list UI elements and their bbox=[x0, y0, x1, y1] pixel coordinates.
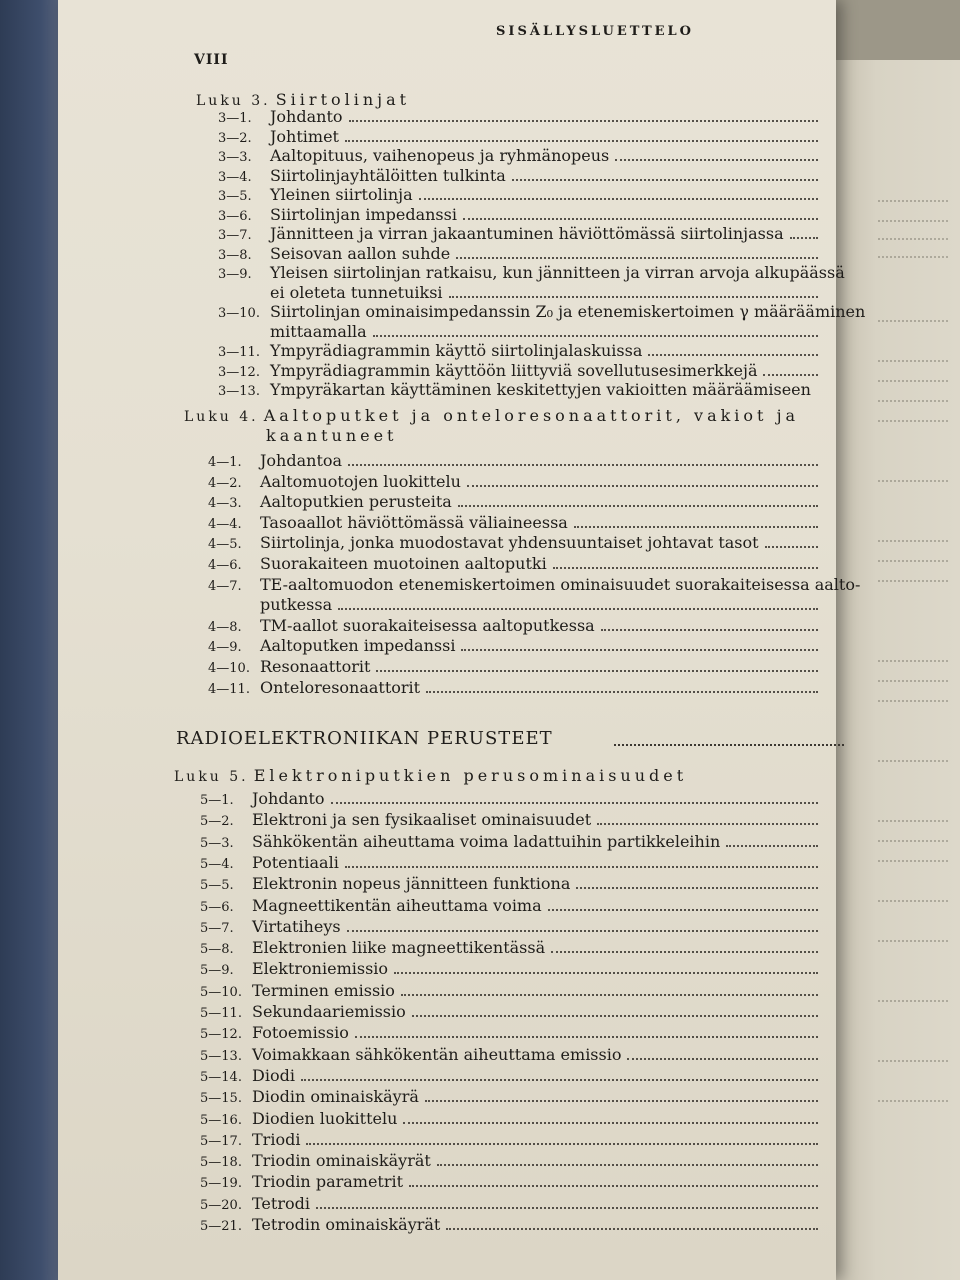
entry-title: Johtimet bbox=[270, 126, 339, 146]
entry-title: Yleinen siirtolinja bbox=[270, 185, 413, 204]
leader-dots bbox=[512, 179, 818, 183]
entry-title: Potentiaali bbox=[252, 852, 339, 872]
entry-number: 4—8. bbox=[208, 619, 242, 635]
entry-title: Tetrodi bbox=[252, 1193, 310, 1213]
entry-number: 3—8. bbox=[218, 247, 252, 263]
entry-title: Elektroniemissio bbox=[252, 959, 389, 979]
entry-number: 4—9. bbox=[208, 640, 242, 656]
entry-title: Terminen emissio bbox=[252, 980, 395, 1000]
entry-number: 5—13. bbox=[200, 1048, 242, 1064]
leader-dots bbox=[409, 1185, 818, 1189]
entry-number: 4—2. bbox=[208, 475, 242, 491]
entry-number: 5—20. bbox=[200, 1197, 242, 1213]
entry-number: 5—18. bbox=[200, 1155, 242, 1171]
leader-dots bbox=[376, 670, 818, 674]
entry-number: 5—3. bbox=[200, 835, 234, 851]
leader-dots bbox=[463, 218, 818, 222]
leader-dots bbox=[348, 464, 818, 468]
entry-title: Sähkökentän aiheuttama voima ladattuihin partikkeleihin bbox=[252, 831, 721, 851]
leader-dots bbox=[301, 1079, 818, 1083]
leader-dots bbox=[345, 140, 818, 144]
entry-number: 3—4. bbox=[218, 169, 252, 185]
entry-number: 3—6. bbox=[218, 208, 252, 224]
leader-dots bbox=[449, 296, 818, 300]
chapter-title: Elektroniputkien perusominaisuudet bbox=[253, 766, 688, 785]
leader-dots bbox=[458, 505, 818, 509]
leader-dots bbox=[373, 335, 818, 339]
entry-title-continued: putkessa bbox=[260, 594, 333, 614]
entry-number: 3—13. bbox=[218, 384, 260, 399]
leader-dots bbox=[574, 526, 818, 530]
book-page bbox=[58, 0, 866, 1280]
entry-number: 5—12. bbox=[200, 1027, 242, 1043]
entry-title: Diodien luokittelu bbox=[252, 1108, 398, 1128]
chapter-label: Luku 3. bbox=[196, 93, 271, 109]
entry-title: Johdanto bbox=[252, 789, 325, 808]
entry-number: 4—1. bbox=[208, 455, 242, 470]
entry-number: 4—6. bbox=[208, 558, 242, 573]
leader-dots bbox=[338, 608, 818, 612]
entry-number: 5—8. bbox=[200, 942, 234, 958]
entry-number: 3—9. bbox=[218, 267, 252, 282]
leader-dots bbox=[551, 951, 818, 955]
leader-dots bbox=[331, 802, 819, 806]
running-title: SISÄLLYSLUETTELO bbox=[496, 24, 694, 39]
entry-number: 5—11. bbox=[200, 1006, 242, 1021]
entry-title: Aaltopituus, vaihenopeus ja ryhmänopeus bbox=[270, 146, 610, 165]
leader-dots bbox=[467, 485, 818, 489]
entry-title-continued: mittaamalla bbox=[270, 322, 367, 341]
entry-title: Aaltoputken impedanssi bbox=[260, 636, 456, 656]
entry-number: 3—11. bbox=[218, 345, 260, 360]
entry-number: 5—15. bbox=[200, 1091, 242, 1107]
entry-number: 5—10. bbox=[200, 984, 242, 1000]
chapter-title: Aaltoputket ja onteloresonaattorit, vakiot ja bbox=[263, 406, 800, 425]
entry-number: 3—10. bbox=[218, 306, 260, 321]
chapter-heading bbox=[184, 406, 799, 425]
page-number: VIII bbox=[194, 52, 229, 68]
leader-dots bbox=[345, 866, 818, 870]
entry-number: 4—11. bbox=[208, 681, 250, 697]
entry-title: Aaltomuotojen luokittelu bbox=[260, 471, 461, 491]
entry-title: Elektroni ja sen fysikaaliset ominaisuudet bbox=[252, 810, 592, 830]
leader-dots bbox=[394, 972, 818, 976]
leader-dots bbox=[355, 1036, 818, 1040]
leader-dots bbox=[461, 649, 818, 653]
leader-dots bbox=[426, 691, 818, 695]
leader-dots bbox=[601, 629, 818, 633]
entry-number: 4—5. bbox=[208, 537, 242, 553]
entry-title: Siirtolinjayhtälöitten tulkinta bbox=[270, 165, 506, 185]
entry-title: Yleisen siirtolinjan ratkaisu, kun jännitteen ja virran arvoja alkupäässä bbox=[270, 263, 845, 282]
entry-title: Seisovan aallon suhde bbox=[270, 243, 451, 263]
entry-title: Triodin parametrit bbox=[252, 1172, 404, 1192]
entry-number: 4—10. bbox=[208, 661, 250, 676]
leader-dots bbox=[553, 567, 818, 571]
entry-number: 5—2. bbox=[200, 814, 234, 830]
entry-number: 5—16. bbox=[200, 1112, 242, 1128]
leader-dots bbox=[614, 744, 844, 748]
entry-number: 3—3. bbox=[218, 150, 252, 165]
entry-number: 3—7. bbox=[218, 228, 252, 243]
entry-number: 5—21. bbox=[200, 1219, 242, 1234]
entry-title: Siirtolinjan impedanssi bbox=[270, 204, 457, 224]
leader-dots bbox=[763, 374, 818, 378]
entry-title: Magneettikentän aiheuttama voima bbox=[252, 895, 542, 915]
entry-number: 5—7. bbox=[200, 920, 234, 936]
entry-title: Johdantoa bbox=[260, 451, 343, 470]
entry-number: 3—2. bbox=[218, 130, 252, 146]
entry-title: Ympyräkartan käyttäminen keskitettyjen vakioitten määräämiseen bbox=[270, 380, 811, 399]
leader-dots bbox=[726, 845, 818, 849]
leader-dots bbox=[316, 1207, 818, 1211]
adjacent-page bbox=[820, 60, 960, 1280]
leader-dots bbox=[349, 120, 819, 124]
entry-number: 4—7. bbox=[208, 578, 242, 594]
entry-title: Voimakkaan sähkökentän aiheuttama emissio bbox=[252, 1044, 622, 1064]
entry-title-continued: ei oleteta tunnetuiksi bbox=[270, 283, 443, 302]
leader-dots bbox=[401, 994, 818, 998]
entry-title: Ympyrädiagrammin käyttö siirtolinjalaskuissa bbox=[270, 341, 643, 360]
entry-title: TM-aallot suorakaiteisessa aaltoputkessa bbox=[260, 615, 595, 635]
entry-number: 3—12. bbox=[218, 364, 260, 380]
entry-number: 5—9. bbox=[200, 963, 234, 979]
leader-dots bbox=[627, 1058, 818, 1062]
entry-title: Virtatiheys bbox=[252, 916, 341, 936]
entry-title: Siirtolinjan ominaisimpedanssin Z₀ ja etenemiskertoimen γ määrääminen bbox=[270, 302, 866, 321]
entry-number: 3—5. bbox=[218, 189, 252, 204]
entry-number: 4—4. bbox=[208, 516, 242, 532]
leader-dots bbox=[790, 237, 818, 241]
entry-title: Tetrodin ominaiskäyrät bbox=[252, 1215, 441, 1234]
entry-number: 5—14. bbox=[200, 1069, 242, 1085]
entry-title: Onteloresonaattorit bbox=[260, 677, 421, 697]
entry-number: 5—1. bbox=[200, 793, 234, 808]
chapter-title: Siirtolinjat bbox=[275, 90, 411, 109]
entry-title: Fotoemissio bbox=[252, 1023, 349, 1043]
entry-title: Suorakaiteen muotoinen aaltoputki bbox=[260, 554, 547, 573]
leader-dots bbox=[548, 909, 818, 913]
leader-dots bbox=[306, 1143, 818, 1147]
leader-dots bbox=[446, 1228, 818, 1232]
entry-title: Tasoaallot häviöttömässä väliaineessa bbox=[260, 512, 568, 532]
leader-dots bbox=[425, 1100, 818, 1104]
leader-dots bbox=[615, 159, 818, 163]
entry-number: 5—4. bbox=[200, 856, 234, 872]
leader-dots bbox=[403, 1122, 818, 1126]
entry-number: 5—6. bbox=[200, 899, 234, 915]
entry-number: 4—3. bbox=[208, 496, 242, 512]
chapter-label: Luku 4. bbox=[184, 409, 259, 425]
leader-dots bbox=[437, 1164, 818, 1168]
section-title: RADIOELEKTRONIIKAN PERUSTEET bbox=[176, 728, 553, 749]
entry-title: Diodi bbox=[252, 1065, 295, 1085]
entry-title: Resonaattorit bbox=[260, 657, 371, 676]
entry-title: Sekundaariemissio bbox=[252, 1002, 406, 1021]
entry-title: Diodin ominaiskäyrä bbox=[252, 1087, 419, 1107]
entry-number: 3—1. bbox=[218, 111, 252, 126]
entry-title: Triodi bbox=[252, 1129, 301, 1149]
leader-dots bbox=[347, 930, 818, 934]
entry-title: Elektronin nopeus jännitteen funktiona bbox=[252, 874, 571, 894]
entry-title: Jännitteen ja virran jakaantuminen häviöttömässä siirtolinjassa bbox=[270, 224, 784, 243]
entry-title: Aaltoputkien perusteita bbox=[260, 492, 452, 512]
leader-dots bbox=[765, 546, 818, 550]
entry-number: 5—17. bbox=[200, 1133, 242, 1149]
entry-title: Elektronien liike magneettikentässä bbox=[252, 938, 546, 958]
leader-dots bbox=[456, 257, 818, 261]
chapter-title-continued: kaantuneet bbox=[266, 426, 398, 445]
entry-title: Siirtolinja, jonka muodostavat yhdensuuntaiset johtavat tasot bbox=[260, 533, 759, 553]
leader-dots bbox=[412, 1015, 818, 1019]
chapter-heading bbox=[174, 766, 687, 785]
entry-title: TE-aaltomuodon etenemiskertoimen ominaisuudet suorakaiteisessa aalto- bbox=[260, 574, 861, 594]
leader-dots bbox=[576, 887, 818, 891]
leader-dots bbox=[597, 823, 818, 827]
entry-number: 5—5. bbox=[200, 878, 234, 894]
leader-dots bbox=[419, 198, 818, 202]
leader-dots bbox=[648, 354, 818, 358]
entry-title: Triodin ominaiskäyrät bbox=[252, 1151, 431, 1171]
chapter-label: Luku 5. bbox=[174, 769, 249, 785]
entry-number: 5—19. bbox=[200, 1176, 242, 1192]
entry-title: Johdanto bbox=[270, 107, 343, 126]
entry-title: Ympyrädiagrammin käyttöön liittyviä sovellutusesimerkkejä bbox=[270, 360, 758, 380]
book-cover-edge bbox=[0, 0, 58, 1280]
